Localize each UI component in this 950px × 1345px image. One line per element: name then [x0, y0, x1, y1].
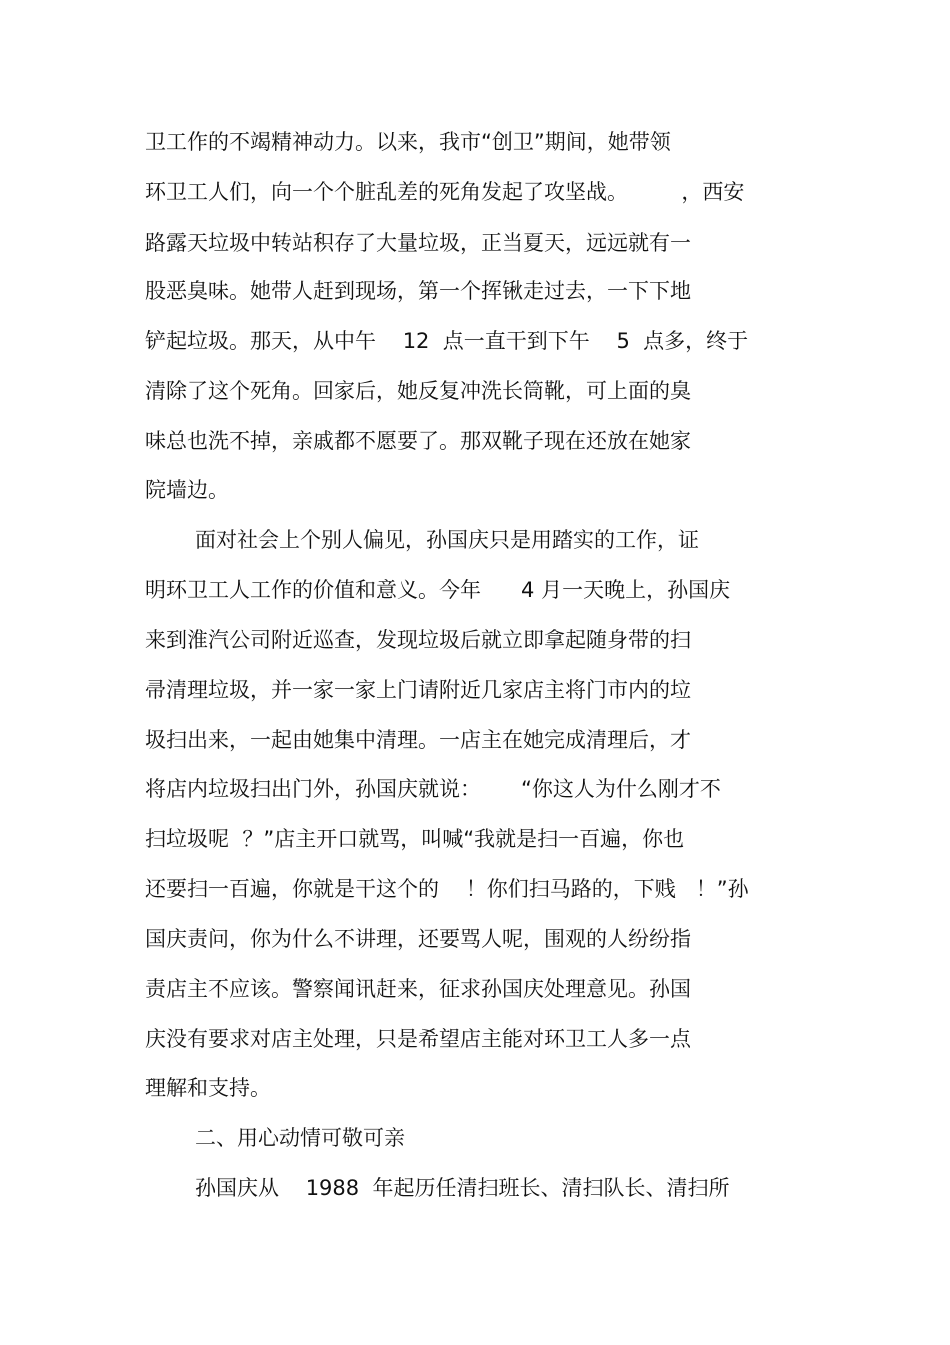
text-line: 清除了这个死角。回家后，她反复冲洗长筒靴，可上面的臭 [145, 379, 691, 403]
text-line: 将店内垃圾扫出门外，孙国庆就说： “你这人为什么刚才不 [145, 777, 721, 801]
text-line: 路露天垃圾中转站积存了大量垃圾，正当夏天，远远就有一 [145, 231, 691, 255]
paragraph-first-line: 孙国庆从 1988 年起历任清扫班长、清扫队长、清扫所 [195, 1176, 730, 1200]
text-line: 责店主不应该。警察闻讯赶来，征求孙国庆处理意见。孙国 [145, 977, 691, 1001]
text-line: 理解和支持。 [145, 1076, 271, 1100]
section-heading: 二、用心动情可敬可亲 [195, 1126, 405, 1150]
text-line: 圾扫出来，一起由她集中清理。一店主在她完成清理后，才 [145, 728, 691, 752]
text-line: 铲起垃圾。那天，从中午 12 点一直干到下午 5 点多，终于 [145, 329, 749, 353]
text-line: 环卫工人们，向一个个脏乱差的死角发起了攻坚战。 ，西安 [145, 180, 745, 204]
text-line: 院墙边。 [145, 478, 229, 502]
text-line: 还要扫一百遍，你就是干这个的 ！你们扫马路的，下贱 ！”孙 [145, 877, 749, 901]
text-line: 味总也洗不掉，亲戚都不愿要了。那双靴子现在还放在她家 [145, 429, 691, 453]
text-line: 卫工作的不竭精神动力。以来，我市“创卫”期间，她带领 [145, 130, 671, 154]
text-line: 扫垃圾呢 ？”店主开口就骂，叫喊“我就是扫一百遍，你也 [145, 827, 685, 851]
text-line: 庆没有要求对店主处理，只是希望店主能对环卫工人多一点 [145, 1027, 691, 1051]
text-line: 明环卫工人工作的价值和意义。今年 4 月一天晚上，孙国庆 [145, 578, 731, 602]
paragraph-first-line: 面对社会上个别人偏见，孙国庆只是用踏实的工作，证 [195, 528, 699, 552]
text-line: 帚清理垃圾，并一家一家上门请附近几家店主将门市内的垃 [145, 678, 691, 702]
text-line: 国庆责问，你为什么不讲理，还要骂人呢，围观的人纷纷指 [145, 927, 691, 951]
text-line: 股恶臭味。她带人赶到现场，第一个挥锹走过去，一下下地 [145, 279, 691, 303]
text-line: 来到淮汽公司附近巡查，发现垃圾后就立即拿起随身带的扫 [145, 628, 691, 652]
